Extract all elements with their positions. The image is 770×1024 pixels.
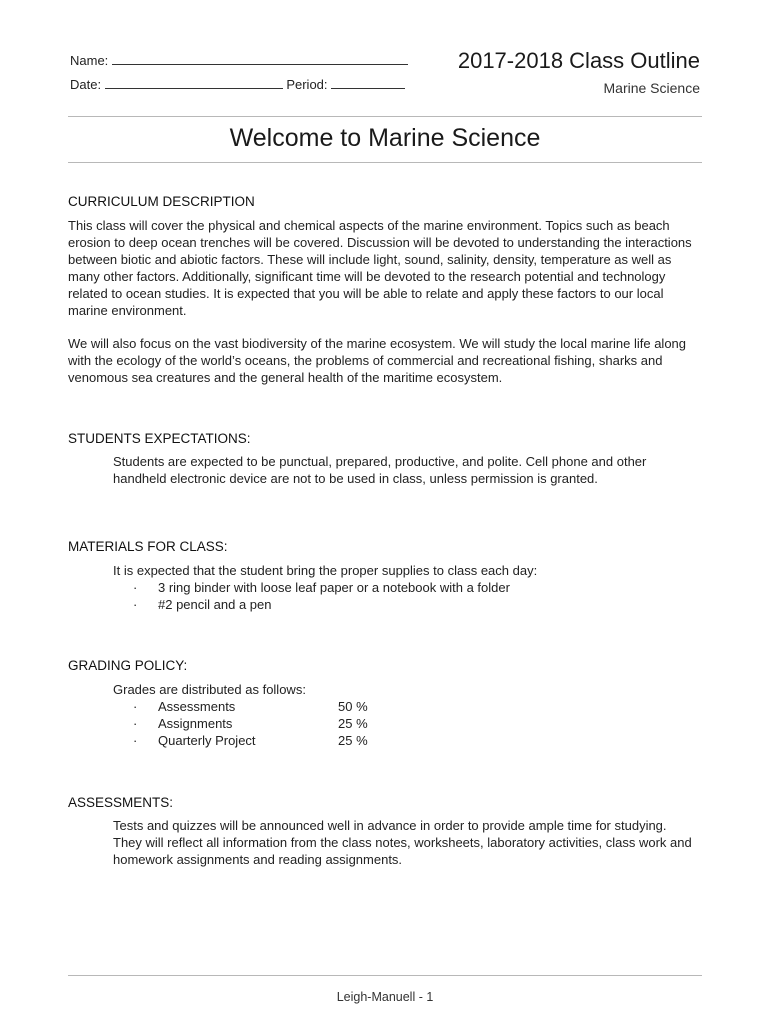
- grading-list: [133, 698, 368, 749]
- grade-percent: 25 %: [338, 716, 368, 731]
- assessments-text: Tests and quizzes will be announced well in advance in order to provide ample time for studying. They will reflect all information from the class notes, worksheets, laboratory activities, class work and homework assignments and reading assignments.: [113, 818, 692, 867]
- name-field[interactable]: [70, 53, 408, 68]
- list-item: · #2 pencil and a pen: [133, 597, 272, 612]
- expectations-text: Students are expected to be punctual, prepared, productive, and polite. Cell phone and other handheld electronic device are not to be used in class, unless permission is granted.: [113, 454, 647, 486]
- bullet-icon: ·: [133, 580, 138, 595]
- grade-percent: 25 %: [338, 733, 368, 748]
- list-item: · 3 ring binder with loose leaf paper or a notebook with a folder: [133, 580, 510, 595]
- grade-name: Assignments: [158, 716, 233, 731]
- footer-divider: [68, 975, 702, 976]
- date-label: Date:: [70, 77, 102, 92]
- bullet-icon: ·: [133, 597, 138, 612]
- bullet-icon: ·: [133, 716, 138, 731]
- period-label: Period:: [286, 77, 328, 92]
- grade-row: [133, 715, 368, 732]
- bullet-icon: ·: [133, 699, 138, 714]
- class-outline-title: 2017-2018 Class Outline: [457, 48, 700, 73]
- materials-list: [133, 579, 510, 613]
- welcome-title: Welcome to Marine Science: [229, 124, 541, 152]
- grade-row: [133, 698, 368, 715]
- grade-name: Assessments: [158, 699, 236, 714]
- grade-name: Quarterly Project: [158, 733, 256, 748]
- materials-heading: MATERIALS FOR CLASS:: [68, 539, 228, 554]
- grade-row: [133, 732, 368, 749]
- grading-heading: GRADING POLICY:: [68, 658, 188, 673]
- title-divider: [68, 162, 702, 163]
- assessments-heading: ASSESSMENTS:: [68, 795, 174, 810]
- name-label: Name:: [70, 53, 109, 68]
- grading-intro: Grades are distributed as follows:: [113, 682, 306, 697]
- name-blank-line[interactable]: [112, 53, 408, 65]
- period-blank-line[interactable]: [331, 77, 405, 89]
- date-period-field: [70, 77, 405, 92]
- materials-intro: It is expected that the student bring the proper supplies to class each day:: [113, 563, 538, 578]
- date-blank-line[interactable]: [105, 77, 283, 89]
- top-divider: [68, 116, 702, 117]
- bullet-icon: ·: [133, 733, 138, 748]
- page-footer: Leigh-Manuell - 1: [336, 990, 434, 1004]
- curriculum-paragraph-2: We will also focus on the vast biodiversity of the marine ecosystem. We will study the local marine life along with the ecology of the world’s oceans, the problems of commercial and recreational fishing, sharks and venomous sea creatures and the general health of the maritime ecosystem.: [68, 336, 687, 385]
- grade-percent: 50 %: [338, 699, 368, 714]
- expectations-heading: STUDENTS EXPECTATIONS:: [68, 431, 251, 446]
- course-subtitle: Marine Science: [603, 80, 700, 96]
- curriculum-heading: CURRICULUM DESCRIPTION: [68, 194, 255, 209]
- curriculum-paragraph-1: This class will cover the physical and chemical aspects of the marine environment. Topics such as beach erosion to deep ocean trenches will be covered. Discussion will be devoted to understanding the interactions between biotic and abiotic factors. These will include light, sound, salinity, density, temperature as well as many other factors. Additionally, significant time will be devoted to the research potential and technology related to ocean studies. It is expected that you will be able to relate and apply these factors to our local marine environment.: [68, 218, 692, 318]
